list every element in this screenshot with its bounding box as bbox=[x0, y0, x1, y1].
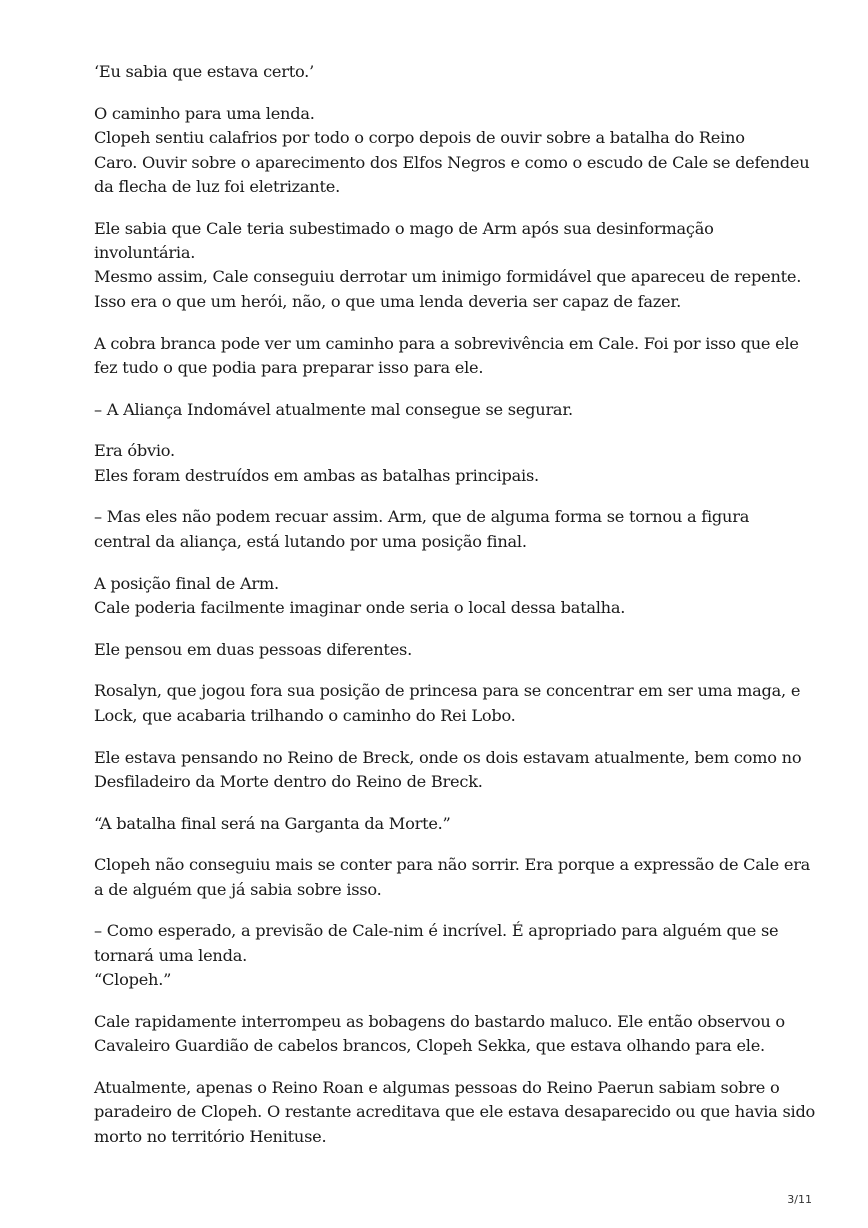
text-line: Ele sabia que Cale teria subestimado o mago de Arm após sua desinformação bbox=[94, 218, 714, 238]
text-line: involuntária. bbox=[94, 243, 196, 263]
text-line: Era óbvio. bbox=[94, 441, 175, 461]
text-line: Caro. Ouvir sobre o aparecimento dos Elfos Negros e como o escudo de Cale se defendeu bbox=[94, 152, 810, 172]
text-line: Ele estava pensando no Reino de Breck, onde os dois estavam atualmente, bem como no bbox=[94, 747, 802, 767]
text-line: Clopeh sentiu calafrios por todo o corpo depois de ouvir sobre a batalha do Reino bbox=[94, 128, 745, 148]
text-line: Rosalyn, que jogou fora sua posição de princesa para se concentrar em ser uma maga, e bbox=[94, 681, 801, 701]
text-line: Cale rapidamente interrompeu as bobagens do bastardo maluco. Ele então observou o bbox=[94, 1011, 785, 1031]
paragraph bbox=[94, 439, 794, 488]
document-body bbox=[94, 60, 816, 1167]
paragraph bbox=[94, 919, 794, 992]
text-line: tornará uma lenda. bbox=[94, 945, 248, 965]
text-line: – A Aliança Indomável atualmente mal consegue se segurar. bbox=[94, 399, 573, 419]
paragraph bbox=[94, 572, 794, 621]
text-line: da flecha de luz foi eletrizante. bbox=[94, 176, 340, 196]
text-line: fez tudo o que podia para preparar isso para ele. bbox=[94, 357, 484, 377]
paragraph bbox=[94, 746, 802, 795]
text-line: Clopeh não conseguiu mais se conter para não sorrir. Era porque a expressão de Cale era bbox=[94, 855, 811, 875]
paragraph bbox=[94, 217, 802, 315]
paragraph bbox=[94, 60, 794, 84]
paragraph bbox=[94, 812, 794, 836]
paragraph bbox=[94, 102, 810, 200]
paragraph bbox=[94, 853, 811, 902]
text-line: Atualmente, apenas o Reino Roan e algumas pessoas do Reino Paerun sabiam sobre o bbox=[94, 1078, 780, 1098]
text-line: Isso era o que um herói, não, o que uma lenda deveria ser capaz de fazer. bbox=[94, 291, 681, 311]
paragraph bbox=[94, 398, 794, 422]
text-line: A cobra branca pode ver um caminho para a sobrevivência em Cale. Foi por isso que ele bbox=[94, 333, 799, 353]
page-number: 3/11 bbox=[787, 1193, 812, 1206]
text-line: ‘Eu sabia que estava certo.’ bbox=[94, 62, 314, 81]
text-line: morto no território Henituse. bbox=[94, 1126, 327, 1146]
text-line: a de alguém que já sabia sobre isso. bbox=[94, 879, 382, 899]
text-line: Mesmo assim, Cale conseguiu derrotar um inimigo formidável que apareceu de repente. bbox=[94, 267, 802, 287]
paragraph bbox=[94, 332, 799, 381]
text-line: “A batalha final será na Garganta da Morte.” bbox=[94, 813, 451, 833]
text-line: A posição final de Arm. bbox=[94, 573, 279, 593]
text-line: Ele pensou em duas pessoas diferentes. bbox=[94, 639, 412, 659]
text-line: O caminho para uma lenda. bbox=[94, 103, 315, 123]
text-line: central da aliança, está lutando por uma posição final. bbox=[94, 531, 527, 551]
text-line: Cale poderia facilmente imaginar onde seria o local dessa batalha. bbox=[94, 597, 626, 617]
paragraph bbox=[94, 638, 794, 662]
text-line: Desfiladeiro da Morte dentro do Reino de Breck. bbox=[94, 771, 483, 791]
text-line: paradeiro de Clopeh. O restante acreditava que ele estava desaparecido ou que havia sido bbox=[94, 1102, 816, 1122]
paragraph bbox=[94, 1010, 794, 1059]
text-line: Cavaleiro Guardião de cabelos brancos, Clopeh Sekka, que estava olhando para ele. bbox=[94, 1036, 765, 1056]
text-line: Lock, que acabaria trilhando o caminho do Rei Lobo. bbox=[94, 705, 516, 725]
text-line: – Como esperado, a previsão de Cale-nim é incrível. É apropriado para alguém que se bbox=[94, 921, 779, 941]
text-line: – Mas eles não podem recuar assim. Arm, que de alguma forma se tornou a figura bbox=[94, 507, 750, 527]
paragraph bbox=[94, 505, 794, 554]
text-line: “Clopeh.” bbox=[94, 970, 172, 990]
paragraph bbox=[94, 679, 801, 728]
text-line: Eles foram destruídos em ambas as batalhas principais. bbox=[94, 465, 539, 485]
paragraph bbox=[94, 1076, 816, 1149]
